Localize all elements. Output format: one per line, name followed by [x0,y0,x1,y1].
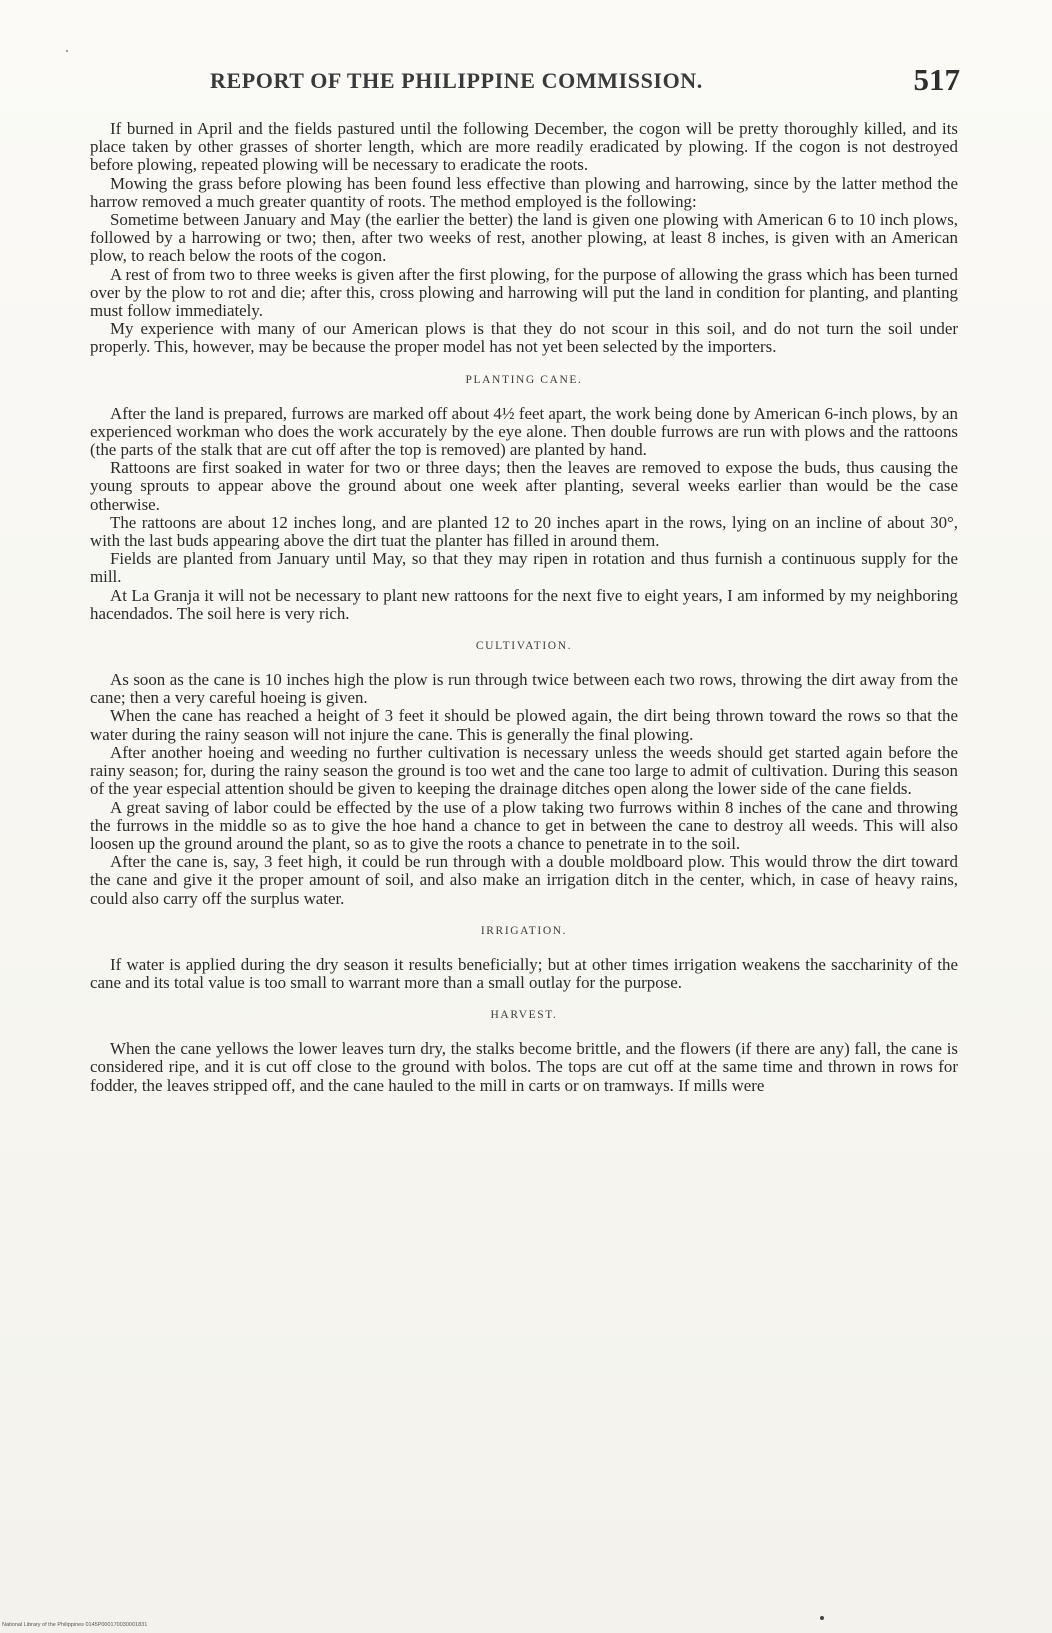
scan-dot-mark [820,1616,824,1620]
paragraph: If water is applied during the dry season it results beneficially; but at other times irrigation weakens the saccharinity of the cane and its total value is too small to warrant more than a small outlay for the purpose. [90,954,958,992]
paragraph: Mowing the grass before plowing has been found less effective than plowing and harrowing, since by the latter method the harrow removed a much greater quantity of roots. The method employed is the following: [90,173,958,211]
section-heading-cultivation: CULTIVATION. [475,640,573,653]
paragraph: Sometime between January and May (the earlier the better) the land is given one plowing with American 6 to 10 inch plows, followed by a harrowing or two; then, after two weeks of rest, another plowing, at least 8 inches, is given with an American plow, to reach below the roots of the cogon. [90,210,958,266]
paragraph: The rattoons are about 12 inches long, and are planted 12 to 20 inches apart in the rows, lying on an incline of about 30°, with the last buds appearing above the dirt tuat the planter has filled in around them. [90,512,958,551]
paragraph: When the cane has reached a height of 3 feet it should be plowed again, the dirt being thrown toward the rows so that the water during the rainy season will not injure the cane. This is generally the final plowing. [90,706,958,744]
page-number: 517 [913,62,960,97]
paragraph: My experience with many of our American plows is that they do not scour in this soil, and do not turn the soil under properly. This, however, may be because the proper model has not yet been selected by the importers. [90,319,958,357]
paragraph: After the land is prepared, furrows are marked off about 4½ feet apart, the work being done by American 6-inch plows, by an experienced workman who does the work accurately by the eye alone. Then double furrows are run with plows and the rattoons (the parts of the stalk that are cut off after the top is removed) are planted by hand. [90,403,958,460]
scan-speck [66,50,68,52]
body-text [90,120,958,1095]
paragraph: A great saving of labor could be effected by the use of a plow taking two furrows within 8 inches of the cane and throwing the furrows in the middle so as to give the hoe hand a chance to get in between the cane to destroy all weeds. This will also loosen up the ground around the plant, so as to give the roots a chance to penetrate in to the soil. [90,797,958,853]
running-title: REPORT OF THE PHILIPPINE COMMISSION. [210,68,703,93]
paragraph: Fields are planted from January until May, so that they may ripen in rotation and thus furnish a continuous supply for the mill. [90,549,958,587]
paragraph: A rest of from two to three weeks is given after the first plowing, for the purpose of allowing the grass which has been turned over by the plow to rot and die; after this, cross plowing and harrowing will put the land in condition for planting, and planting must follow immediately. [90,264,958,321]
section-heading-harvest: HARVEST. [490,1009,558,1022]
paragraph: After another hoeing and weeding no further cultivation is necessary unless the weeds should get started again before the rainy season; for, during the rainy season the ground is too wet and the cane too large to admit of cultivation. During this season of the year especial attention should be given to keeping the drainage ditches open along the lower side of the cane fields. [90,742,958,799]
paragraph: After the cane is, say, 3 feet high, it could be run through with a double moldboard plow. This would throw the dirt toward the cane and give it the proper amount of soil, and also make an irrigation ditch in the center, which, in case of heavy rains, could also carry off the surplus water. [90,852,958,908]
section-heading-planting-cane: PLANTING CANE. [465,373,583,386]
paragraph: At La Granja it will not be necessary to plant new rattoons for the next five to eight years, I am informed by my neighboring hacendados. The soil here is very rich. [90,585,958,623]
scan-credit: National Library of the Philippines 0145P000170030001831 [2,1622,148,1628]
running-head [210,62,960,102]
paragraph: If burned in April and the fields pastured until the following December, the cogon will be pretty thoroughly killed, and its place taken by other grasses of shorter length, which are more readily eradicated by plowing. If the cogon is not destroyed before plowing, repeated plowing will be necessary to eradicate the roots. [90,119,958,175]
paragraph: Rattoons are first soaked in water for two or three days; then the leaves are removed to expose the buds, thus causing the young sprouts to appear above the ground about one week after planting, several weeks earlier than would be the case otherwise. [90,458,958,514]
paragraph: When the cane yellows the lower leaves turn dry, the stalks become brittle, and the flowers (if there are any) fall, the cane is considered ripe, and it is cut off close to the ground with bolos. The tops are cut off at the same time and thrown in rows for fodder, the leaves stripped off, and the cane hauled to the mill in carts or on tramways. If mills were [90,1039,958,1095]
section-heading-irrigation: IRRIGATION. [480,924,568,937]
paragraph: As soon as the cane is 10 inches high the plow is run through twice between each two rows, throwing the dirt away from the cane; then a very careful hoeing is given. [90,670,958,708]
